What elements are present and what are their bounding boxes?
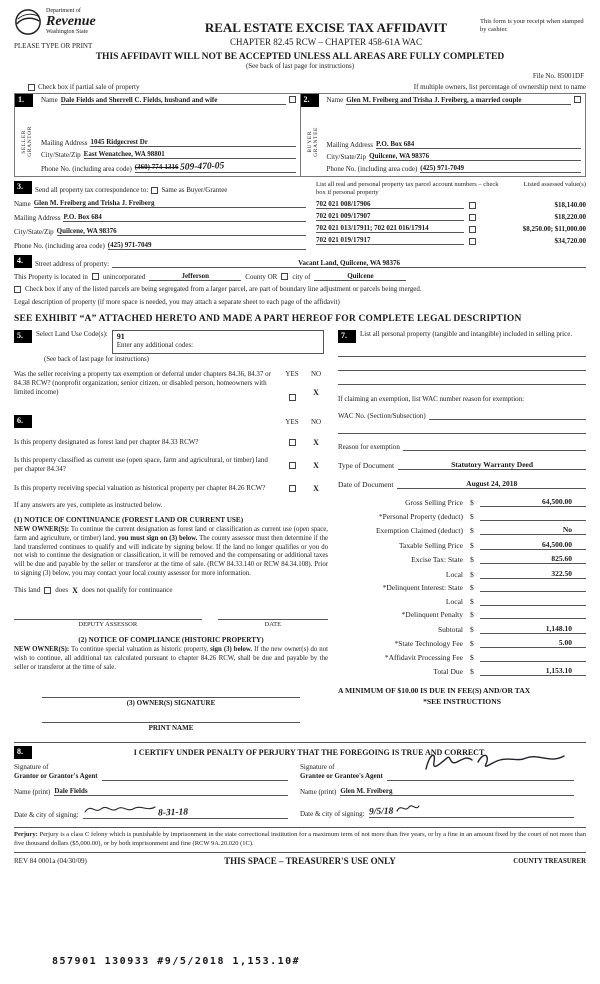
buyer-address-label: Mailing Address	[326, 141, 373, 149]
does-label: does	[55, 586, 69, 595]
historic-property-question: Is this property receiving special valuation as historical property per chapter 84.26 RCW?	[14, 483, 266, 492]
county-field[interactable]: Jefferson	[149, 272, 241, 281]
perjury-text: Perjury is a class C felony which is punishable by imprisonment in the state correctional institution for a maximum term of not more than five years, or by a fine in an amount fixed by the court of not more than five thousand dollars ($5,000.00), or by both imprisonment and fine (RCW 9A.20.020 (1C).	[14, 830, 586, 847]
money-label: *Delinquent Interest: State	[382, 583, 463, 592]
parcel-2-personal-checkbox[interactable]	[469, 214, 476, 221]
county-treasurer-label: COUNTY TREASURER	[513, 857, 586, 865]
money-label: *State Technology Fee	[394, 639, 463, 648]
buyer-name-label: Name	[326, 96, 344, 104]
partial-sale-label: Check box if partial sale of property	[38, 83, 140, 91]
city-of-label: city of	[292, 272, 311, 281]
money-table	[338, 497, 586, 676]
grantor-signature-line[interactable]	[102, 771, 288, 781]
land-does-checkbox[interactable]	[44, 587, 51, 594]
grantor-name-print-label: Name (print)	[14, 787, 51, 796]
perjury-label: Perjury:	[14, 830, 38, 838]
seller-name-field[interactable]: Dale Fields and Sherrell C. Fields, husband and wife	[61, 96, 286, 105]
section-2-number: 2.	[301, 94, 319, 107]
land-use-label: Select Land Use Code(s):	[36, 330, 108, 338]
seller-address-field[interactable]: 1045 Ridgecrest Dr	[90, 138, 295, 147]
parcel-numbers-header: List all real and personal property tax parcel account numbers – check box if personal property	[316, 181, 499, 196]
buyer-percent-checkbox[interactable]	[574, 96, 581, 103]
does-not-label: does not qualify for continuance	[81, 586, 173, 595]
date-of-document-field[interactable]: August 24, 2018	[397, 479, 586, 489]
dor-logo	[14, 8, 172, 36]
money-label: Total Due	[433, 667, 463, 676]
grantor-city-scribble	[83, 802, 157, 815]
section-6	[14, 415, 328, 428]
unincorporated-label: unincorporated	[102, 272, 146, 281]
section-1-number: 1.	[15, 94, 33, 107]
segregated-checkbox[interactable]	[14, 286, 21, 293]
street-address-field[interactable]: Vacant Land, Quilcene, WA 98376	[112, 259, 586, 268]
no-header: NO	[310, 370, 322, 378]
corr-phone-label: Phone No. (including area code)	[14, 242, 105, 250]
certify-statement: I CERTIFY UNDER PENALTY OF PERJURY THAT THE FOREGOING IS TRUE AND CORRECT	[133, 748, 485, 758]
corr-phone-field[interactable]: (425) 971-7049	[108, 241, 306, 250]
dollar-sign: $	[470, 583, 474, 592]
grantee-name-field[interactable]: Glen M. Freiberg	[340, 787, 574, 796]
no-header: NO	[310, 417, 322, 426]
grantee-date-handwritten: 9/5/18	[368, 806, 393, 818]
seller-address-label: Mailing Address	[41, 139, 88, 147]
left-column	[14, 330, 338, 732]
corr-address-label: Mailing Address	[14, 214, 61, 222]
date-of-document-label: Date of Document	[338, 480, 394, 489]
grantee-side-label: GRANTEE	[312, 126, 319, 157]
buyer-phone-label: Phone No. (including area code)	[326, 165, 418, 173]
reason-exemption-field[interactable]	[403, 442, 586, 451]
money-field[interactable]: 64,500.00	[480, 540, 586, 550]
this-land-label: This land	[14, 586, 41, 595]
forest-land-no-mark: X	[313, 437, 319, 447]
historic-yes-checkbox[interactable]	[289, 485, 296, 492]
yes-header: YES	[285, 417, 299, 426]
forest-land-yes-checkbox[interactable]	[289, 439, 296, 446]
seller-phone-label: Phone No. (including area code)	[41, 165, 132, 173]
grantor-date-field[interactable]	[83, 802, 288, 819]
county-or-label: County OR	[245, 272, 278, 281]
notice-compliance-title: (2) NOTICE OF COMPLIANCE (HISTORIC PROPERTY)	[78, 635, 264, 644]
forest-land-question: Is this property designated as forest land per chapter 84.33 RCW?	[14, 437, 199, 446]
section-7-number: 7.	[338, 330, 356, 343]
money-field[interactable]	[480, 597, 586, 606]
wac-number-field[interactable]	[429, 411, 586, 420]
money-field[interactable]: 5.00	[480, 638, 586, 648]
personal-property-line[interactable]	[338, 343, 586, 357]
treasurer-space-label: THIS SPACE – TREASURER'S USE ONLY	[224, 856, 396, 867]
personal-property-line[interactable]	[338, 371, 586, 385]
deputy-assessor-signature-line[interactable]	[14, 611, 202, 620]
does-not-mark: X	[72, 585, 78, 595]
owner-signature-label: (3) OWNER(S) SIGNATURE	[126, 699, 216, 708]
seller-phone-crossed-out: (360) 774-1316	[134, 163, 179, 171]
footer-row	[14, 852, 586, 866]
personal-property-label: List all personal property (tangible and intangible) included in selling price.	[360, 330, 573, 338]
seller-city-label: City/State/Zip	[41, 151, 81, 159]
perjury-notice	[14, 827, 586, 849]
grantee-city-scribble	[395, 802, 421, 814]
multiple-owners-note: If multiple owners, list percentage of ownership next to name	[413, 83, 586, 91]
see-instructions-note: *SEE INSTRUCTIONS	[423, 697, 501, 706]
same-as-buyer-checkbox[interactable]	[151, 187, 158, 194]
personal-property-line[interactable]	[338, 357, 586, 371]
located-in-label: This Property is located in	[14, 272, 88, 281]
money-label: Excise Tax: State	[411, 555, 463, 564]
minimum-fee-note: A MINIMUM OF $10.00 IS DUE IN FEE(S) AND/OR TAX	[338, 686, 531, 695]
buyer-name-field[interactable]: Glen M. Freiberg and Trisha J. Freiberg, a married couple	[346, 96, 571, 105]
same-as-buyer-label: Same as Buyer/Grantee	[161, 186, 228, 194]
grantor-name-field[interactable]: Dale Fields	[54, 787, 288, 796]
grantor-agent-label: Grantor or Grantor's Agent	[14, 772, 98, 781]
historic-no-mark: X	[313, 483, 319, 493]
money-field[interactable]: 1,153.10	[480, 666, 586, 676]
assessed-values-header: Listed assessed value(s)	[523, 181, 586, 188]
notice-continuance-title: (1) NOTICE OF CONTINUANCE (FOREST LAND OR CURRENT USE)	[14, 516, 244, 524]
dollar-sign: $	[470, 639, 474, 648]
money-label: Gross Selling Price	[405, 498, 463, 507]
if-yes-note: If any answers are yes, complete as instructed below.	[14, 501, 163, 509]
money-label: Taxable Selling Price	[398, 540, 463, 550]
notice-continuance-body: NEW OWNER(S): To continue the current designation as forest land or classification as current use (open space, farm and agriculture, or timber) land, you must sign on (3) below. The county assessor must then determine if the land transferred continues to qualify and will indicate by signing below. If the land no longer qualifies or you do not wish to continue the designation or classification, it will be removed and the compensating or additional taxes will be due and payable by the seller or transferor at the time of sale. (RCW 84.33.140 or RCW 84.34.108). Prior to signing (3) below, you may contact your local county assessor for more information.	[14, 526, 328, 578]
land-use-code-box[interactable]	[112, 330, 324, 354]
current-use-question: Is this property classified as current use (open space, farm and agricultural, or timber) land per chapter 84.34?	[14, 456, 268, 473]
deputy-assessor-label: DEPUTY ASSESSOR	[78, 620, 138, 628]
see-back-instructions: (See back of last page for instructions)	[44, 356, 149, 363]
grantee-date-city-label: Date & city of signing:	[300, 809, 365, 818]
corr-address-field[interactable]: P.O. Box 684	[63, 213, 306, 222]
grantee-signature-of-label: Signature of	[300, 763, 335, 772]
corr-name-field[interactable]: Glen M. Freiberg and Trisha J. Freiberg	[34, 199, 306, 208]
dollar-sign: $	[470, 624, 474, 634]
dollar-sign: $	[470, 511, 474, 521]
section-6-number: 6.	[14, 415, 32, 428]
section-8-number: 8.	[14, 746, 32, 759]
grantor-signature-block	[14, 763, 300, 819]
money-label: Exemption Claimed (deduct)	[375, 526, 463, 535]
corr-city-label: City/State/Zip	[14, 228, 54, 236]
money-field[interactable]: No	[480, 525, 586, 535]
deputy-assessor-date-line[interactable]	[218, 611, 328, 620]
dor-seal-icon	[14, 8, 42, 36]
buyer-section	[301, 94, 586, 176]
buyer-phone-field[interactable]: (425) 971-7049	[420, 164, 581, 173]
parcel-number-field[interactable]: 702 021 009/17907	[316, 212, 464, 221]
dollar-sign: $	[470, 526, 474, 535]
grantee-agent-label: Grantee or Grantee's Agent	[300, 772, 383, 781]
seller-section	[15, 94, 301, 176]
yes-header: YES	[285, 370, 299, 378]
section-8	[14, 742, 586, 819]
money-label: *Personal Property (deduct)	[378, 511, 463, 521]
corr-name-label: Name	[14, 200, 31, 208]
parcel-4-assessed-value: $34,720.00	[554, 236, 586, 245]
dollar-sign: $	[470, 498, 474, 507]
section-4-number: 4.	[14, 255, 32, 268]
street-address-label: Street address of property:	[35, 260, 110, 268]
seller-city-field[interactable]: East Wenatchee, WA 98801	[84, 150, 296, 159]
parcel-row	[316, 224, 586, 233]
parcel-4-personal-checkbox[interactable]	[469, 238, 476, 245]
corr-city-field[interactable]: Quilcene, WA 98376	[57, 227, 306, 236]
grantee-signature-block	[300, 763, 586, 819]
seller-name-label: Name	[41, 96, 58, 104]
additional-codes-label: Enter any additional codes:	[116, 341, 194, 349]
dollar-sign: $	[470, 555, 474, 564]
parcel-row	[316, 236, 586, 245]
logo-revenue-text: Revenue	[46, 14, 96, 29]
seller-side-label: SELLER	[21, 129, 27, 154]
form-revision: REV 84 0001a (04/30/09)	[14, 857, 87, 866]
receipt-note: This form is your receipt when stamped by cashier.	[480, 18, 584, 34]
top-check-row	[14, 83, 586, 91]
parcel-row	[316, 200, 586, 209]
money-label: Local	[445, 569, 463, 579]
parcel-row	[316, 212, 586, 221]
current-use-yes-checkbox[interactable]	[289, 462, 296, 469]
grantor-date-handwritten: 8-31-18	[158, 807, 189, 819]
file-number: File No. 85001DF	[532, 72, 584, 80]
dollar-sign: $	[470, 610, 474, 619]
money-label: Local	[445, 596, 463, 606]
unincorporated-checkbox[interactable]	[92, 273, 99, 280]
dollar-sign: $	[470, 667, 474, 676]
current-use-no-mark: X	[313, 460, 319, 470]
print-name-line[interactable]	[42, 707, 299, 723]
seller-phone-handwritten: 509-470-05	[180, 161, 225, 173]
money-field[interactable]: 64,500.00	[480, 497, 586, 507]
parcel-2-assessed-value: $18,220.00	[554, 212, 586, 221]
parcel-number-field[interactable]: 702 021 019/17917	[316, 236, 464, 245]
please-type-label: PLEASE TYPE OR PRINT	[14, 42, 93, 50]
exemption-note: If claiming an exemption, list WAC number reason for exemption:	[338, 395, 525, 403]
parcel-number-field[interactable]: 702 021 013/17911; 702 021 016/17914	[316, 224, 464, 233]
buyer-side-label: BUYER	[306, 130, 313, 153]
dollar-sign: $	[470, 569, 474, 579]
parcel-1-assessed-value: $18,140.00	[554, 200, 586, 209]
money-field[interactable]	[480, 653, 586, 662]
reason-exemption-label: Reason for exemption	[338, 443, 400, 451]
money-field[interactable]	[480, 512, 586, 521]
grantee-signature-scribble	[420, 747, 570, 775]
section-5-number: 5.	[14, 330, 32, 343]
money-field[interactable]	[480, 583, 586, 592]
grantor-side-label: GRANTOR	[27, 126, 33, 157]
see-back-note: (See back of last page for instructions)	[245, 62, 355, 70]
exemption-no-mark: X	[313, 388, 319, 397]
send-correspondence-label: Send all property tax correspondence to:	[35, 186, 149, 194]
grantee-date-field[interactable]	[369, 802, 574, 818]
land-use-code-value: 91	[116, 332, 125, 341]
type-of-document-field[interactable]: Statutory Warranty Deed	[398, 460, 586, 470]
buyer-city-label: City/State/Zip	[326, 153, 367, 161]
money-label: *Delinquent Penalty	[401, 610, 463, 619]
section-7	[338, 330, 586, 732]
header	[14, 8, 586, 50]
money-field[interactable]: 322.50	[480, 569, 586, 579]
section-5	[14, 330, 328, 354]
date-label: DATE	[264, 620, 282, 628]
seller-phone-field[interactable]	[135, 162, 296, 173]
section-3	[14, 181, 586, 250]
exemption-question: Was the seller receiving a property tax exemption or deferral under chapters 84.36, 84.37 or 84.38 RCW? (nonprofit organization, senior citizen, or disabled person, homeowners with limited income)	[14, 370, 271, 397]
money-label: *Affidavit Processing Fee	[384, 652, 463, 662]
logo-dept-text: Department of	[46, 8, 81, 15]
logo-state-text: Washington State	[46, 29, 89, 35]
city-field[interactable]: Quilcene	[314, 272, 406, 281]
type-of-document-label: Type of Document	[338, 461, 395, 470]
grantee-name-print-label: Name (print)	[300, 787, 337, 796]
grantor-date-city-label: Date & city of signing:	[14, 810, 79, 819]
legal-description-label: Legal description of property (if more space is needed, you may attach a separate sheet to each page of the affidavit)	[14, 298, 340, 306]
buyer-address-field[interactable]: P.O. Box 684	[376, 140, 581, 149]
dollar-sign: $	[470, 596, 474, 606]
wac-extra-line[interactable]	[338, 420, 586, 434]
dollar-sign: $	[470, 540, 474, 550]
cashier-stamp: 857901 130933 #9/5/2018 1,153.10#	[52, 956, 301, 967]
grantor-signature-of-label: Signature of	[14, 763, 49, 772]
exemption-yes-checkbox[interactable]	[289, 394, 296, 401]
money-field[interactable]: 1,148.10	[480, 624, 586, 634]
city-checkbox[interactable]	[281, 273, 288, 280]
parties-row	[14, 93, 586, 177]
dollar-sign: $	[470, 652, 474, 662]
partial-sale-checkbox[interactable]	[28, 84, 35, 91]
form-chapter: CHAPTER 82.45 RCW – CHAPTER 458-61A WAC	[230, 37, 422, 47]
money-field[interactable]: 825.60	[480, 554, 586, 564]
money-label: Subtotal	[437, 624, 463, 634]
print-name-label: PRINT NAME	[148, 724, 194, 733]
money-field[interactable]	[480, 610, 586, 619]
owner-signature-line[interactable]	[42, 686, 299, 698]
form-title: REAL ESTATE EXCISE TAX AFFIDAVIT	[204, 20, 448, 35]
parcel-1-personal-checkbox[interactable]	[469, 202, 476, 209]
notice-compliance-body: NEW OWNER(S): To continue special valuation as historic property, sign (3) below. If the new owner(s) do not wish to continue, all additional tax calculated pursuant to chapter 84.26 RCW, shall be due and payable by the seller or transferor at the time of sale.	[14, 645, 328, 671]
parcel-3-assessed-value: $8,250.00; $11,000.00	[522, 224, 586, 233]
seller-percent-checkbox[interactable]	[289, 96, 296, 103]
wac-number-label: WAC No. (Section/Subsection)	[338, 412, 426, 420]
completion-notice: THIS AFFIDAVIT WILL NOT BE ACCEPTED UNLESS ALL AREAS ARE FULLY COMPLETED	[95, 52, 505, 62]
exhibit-a-statement: SEE EXHIBIT “A” ATTACHED HERETO AND MADE A PART HEREOF FOR COMPLETE LEGAL DESCRIPTION	[14, 314, 522, 324]
section-4	[14, 255, 586, 306]
parcel-3-personal-checkbox[interactable]	[469, 226, 476, 233]
buyer-city-field[interactable]: Quilcene, WA 98376	[369, 152, 581, 161]
parcel-number-field[interactable]: 702 021 008/17906	[316, 200, 464, 209]
segregated-label: Check box if any of the listed parcels are being segregated from a larger parcel, are part of boundary line adjustment or parcels being merged.	[25, 285, 422, 293]
section-3-number: 3.	[14, 181, 32, 194]
